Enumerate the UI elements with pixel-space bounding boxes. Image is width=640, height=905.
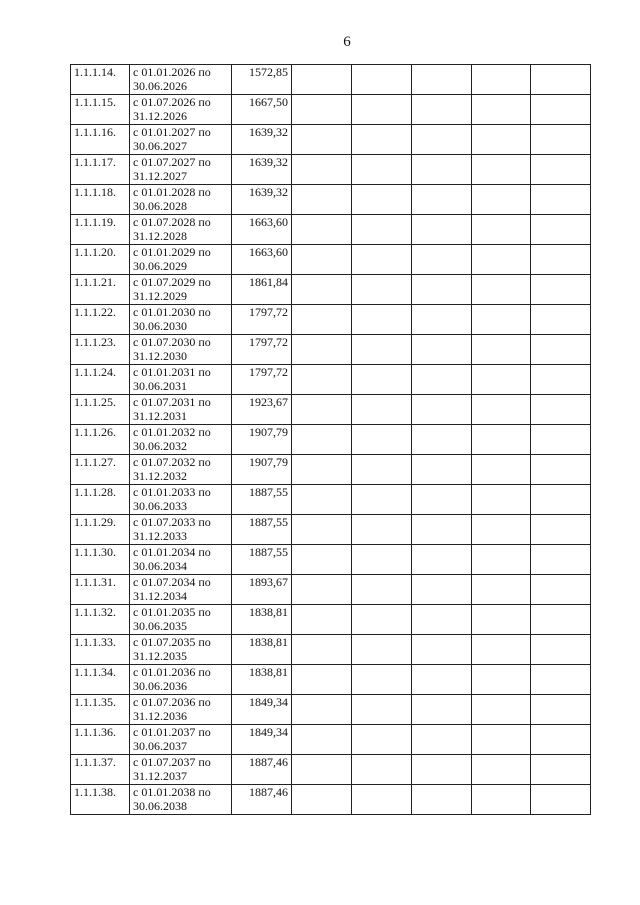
- empty-cell: [472, 695, 531, 725]
- empty-cell: [352, 485, 412, 515]
- period-cell: с 01.07.2029 по 31.12.2029: [130, 275, 232, 305]
- table-row: [71, 365, 591, 395]
- empty-cell: [352, 275, 412, 305]
- empty-cell: [472, 635, 531, 665]
- empty-cell: [531, 485, 591, 515]
- empty-cell: [352, 335, 412, 365]
- empty-cell: [531, 755, 591, 785]
- empty-cell: [352, 95, 412, 125]
- table-row: [71, 695, 591, 725]
- table-row: [71, 665, 591, 695]
- empty-cell: [412, 395, 472, 425]
- empty-cell: [412, 275, 472, 305]
- empty-cell: [412, 335, 472, 365]
- row-number-cell: 1.1.1.22.: [71, 305, 130, 335]
- period-cell: с 01.07.2030 по 31.12.2030: [130, 335, 232, 365]
- empty-cell: [352, 515, 412, 545]
- table-row: [71, 725, 591, 755]
- period-cell: с 01.01.2034 по 30.06.2034: [130, 545, 232, 575]
- empty-cell: [412, 155, 472, 185]
- row-number-cell: 1.1.1.30.: [71, 545, 130, 575]
- period-cell: с 01.07.2032 по 31.12.2032: [130, 455, 232, 485]
- period-cell: с 01.01.2026 по 30.06.2026: [130, 65, 232, 95]
- empty-cell: [292, 245, 352, 275]
- row-number-cell: 1.1.1.35.: [71, 695, 130, 725]
- empty-cell: [352, 425, 412, 455]
- empty-cell: [412, 575, 472, 605]
- empty-cell: [352, 215, 412, 245]
- table-row: [71, 305, 591, 335]
- empty-cell: [531, 395, 591, 425]
- empty-cell: [472, 365, 531, 395]
- table-row: [71, 125, 591, 155]
- empty-cell: [531, 215, 591, 245]
- empty-cell: [472, 65, 531, 95]
- period-cell: с 01.07.2037 по 31.12.2037: [130, 755, 232, 785]
- empty-cell: [472, 185, 531, 215]
- table-row: [71, 155, 591, 185]
- empty-cell: [531, 305, 591, 335]
- empty-cell: [352, 125, 412, 155]
- empty-cell: [292, 305, 352, 335]
- period-cell: с 01.07.2027 по 31.12.2027: [130, 155, 232, 185]
- period-cell: с 01.01.2029 по 30.06.2029: [130, 245, 232, 275]
- empty-cell: [292, 185, 352, 215]
- empty-cell: [292, 335, 352, 365]
- row-number-cell: 1.1.1.16.: [71, 125, 130, 155]
- table-row: [71, 605, 591, 635]
- row-number-cell: 1.1.1.32.: [71, 605, 130, 635]
- empty-cell: [472, 515, 531, 545]
- empty-cell: [352, 455, 412, 485]
- period-cell: с 01.07.2026 по 31.12.2026: [130, 95, 232, 125]
- row-number-cell: 1.1.1.24.: [71, 365, 130, 395]
- empty-cell: [292, 545, 352, 575]
- empty-cell: [292, 65, 352, 95]
- period-cell: с 01.01.2030 по 30.06.2030: [130, 305, 232, 335]
- empty-cell: [412, 665, 472, 695]
- empty-cell: [472, 305, 531, 335]
- table-row: [71, 425, 591, 455]
- empty-cell: [472, 125, 531, 155]
- empty-cell: [531, 455, 591, 485]
- empty-cell: [472, 455, 531, 485]
- empty-cell: [472, 335, 531, 365]
- row-number-cell: 1.1.1.19.: [71, 215, 130, 245]
- empty-cell: [472, 575, 531, 605]
- empty-cell: [531, 125, 591, 155]
- value-cell: 1797,72: [232, 305, 292, 335]
- row-number-cell: 1.1.1.36.: [71, 725, 130, 755]
- period-cell: с 01.07.2033 по 31.12.2033: [130, 515, 232, 545]
- empty-cell: [292, 455, 352, 485]
- empty-cell: [292, 695, 352, 725]
- empty-cell: [352, 695, 412, 725]
- empty-cell: [292, 395, 352, 425]
- table-row: [71, 335, 591, 365]
- empty-cell: [472, 545, 531, 575]
- empty-cell: [292, 575, 352, 605]
- empty-cell: [472, 665, 531, 695]
- empty-cell: [292, 755, 352, 785]
- empty-cell: [412, 605, 472, 635]
- empty-cell: [472, 275, 531, 305]
- empty-cell: [352, 575, 412, 605]
- value-cell: 1887,55: [232, 485, 292, 515]
- empty-cell: [472, 605, 531, 635]
- empty-cell: [412, 545, 472, 575]
- row-number-cell: 1.1.1.23.: [71, 335, 130, 365]
- period-cell: с 01.07.2036 по 31.12.2036: [130, 695, 232, 725]
- row-number-cell: 1.1.1.33.: [71, 635, 130, 665]
- table-row: [71, 485, 591, 515]
- table-row: [71, 95, 591, 125]
- period-cell: с 01.01.2028 по 30.06.2028: [130, 185, 232, 215]
- period-cell: с 01.07.2034 по 31.12.2034: [130, 575, 232, 605]
- table-row: [71, 785, 591, 815]
- empty-cell: [531, 95, 591, 125]
- tariff-table: [70, 64, 591, 815]
- empty-cell: [292, 425, 352, 455]
- table-row: [71, 545, 591, 575]
- row-number-cell: 1.1.1.31.: [71, 575, 130, 605]
- table-row: [71, 575, 591, 605]
- value-cell: 1887,55: [232, 545, 292, 575]
- table-row: [71, 185, 591, 215]
- empty-cell: [531, 665, 591, 695]
- empty-cell: [412, 95, 472, 125]
- empty-cell: [352, 665, 412, 695]
- empty-cell: [292, 275, 352, 305]
- empty-cell: [412, 185, 472, 215]
- period-cell: с 01.01.2037 по 30.06.2037: [130, 725, 232, 755]
- empty-cell: [412, 755, 472, 785]
- empty-cell: [531, 425, 591, 455]
- value-cell: 1887,55: [232, 515, 292, 545]
- empty-cell: [472, 785, 531, 815]
- row-number-cell: 1.1.1.37.: [71, 755, 130, 785]
- value-cell: 1838,81: [232, 665, 292, 695]
- empty-cell: [531, 245, 591, 275]
- empty-cell: [412, 125, 472, 155]
- value-cell: 1639,32: [232, 155, 292, 185]
- value-cell: 1907,79: [232, 455, 292, 485]
- value-cell: 1639,32: [232, 125, 292, 155]
- empty-cell: [352, 185, 412, 215]
- period-cell: с 01.01.2027 по 30.06.2027: [130, 125, 232, 155]
- period-cell: с 01.07.2031 по 31.12.2031: [130, 395, 232, 425]
- period-cell: с 01.01.2035 по 30.06.2035: [130, 605, 232, 635]
- value-cell: 1849,34: [232, 695, 292, 725]
- empty-cell: [352, 755, 412, 785]
- empty-cell: [412, 725, 472, 755]
- empty-cell: [292, 635, 352, 665]
- empty-cell: [412, 425, 472, 455]
- empty-cell: [292, 605, 352, 635]
- value-cell: 1663,60: [232, 245, 292, 275]
- empty-cell: [531, 635, 591, 665]
- table-row: [71, 515, 591, 545]
- empty-cell: [531, 575, 591, 605]
- empty-cell: [292, 725, 352, 755]
- table-row: [71, 215, 591, 245]
- value-cell: 1861,84: [232, 275, 292, 305]
- value-cell: 1797,72: [232, 335, 292, 365]
- empty-cell: [531, 335, 591, 365]
- value-cell: 1887,46: [232, 755, 292, 785]
- value-cell: 1797,72: [232, 365, 292, 395]
- empty-cell: [412, 515, 472, 545]
- table-row: [71, 755, 591, 785]
- table-row: [71, 275, 591, 305]
- row-number-cell: 1.1.1.18.: [71, 185, 130, 215]
- row-number-cell: 1.1.1.26.: [71, 425, 130, 455]
- empty-cell: [531, 725, 591, 755]
- row-number-cell: 1.1.1.27.: [71, 455, 130, 485]
- empty-cell: [292, 785, 352, 815]
- value-cell: 1907,79: [232, 425, 292, 455]
- empty-cell: [531, 365, 591, 395]
- empty-cell: [352, 545, 412, 575]
- value-cell: 1667,50: [232, 95, 292, 125]
- empty-cell: [472, 485, 531, 515]
- period-cell: с 01.01.2032 по 30.06.2032: [130, 425, 232, 455]
- page-number: 6: [343, 34, 351, 50]
- empty-cell: [352, 725, 412, 755]
- empty-cell: [292, 365, 352, 395]
- empty-cell: [292, 515, 352, 545]
- period-cell: с 01.01.2033 по 30.06.2033: [130, 485, 232, 515]
- empty-cell: [472, 425, 531, 455]
- empty-cell: [531, 155, 591, 185]
- empty-cell: [472, 725, 531, 755]
- period-cell: с 01.07.2028 по 31.12.2028: [130, 215, 232, 245]
- table-row: [71, 245, 591, 275]
- empty-cell: [352, 245, 412, 275]
- empty-cell: [352, 155, 412, 185]
- empty-cell: [472, 215, 531, 245]
- period-cell: с 01.01.2038 по 30.06.2038: [130, 785, 232, 815]
- empty-cell: [472, 395, 531, 425]
- empty-cell: [292, 665, 352, 695]
- value-cell: 1849,34: [232, 725, 292, 755]
- row-number-cell: 1.1.1.14.: [71, 65, 130, 95]
- empty-cell: [352, 785, 412, 815]
- row-number-cell: 1.1.1.15.: [71, 95, 130, 125]
- empty-cell: [292, 155, 352, 185]
- empty-cell: [292, 485, 352, 515]
- empty-cell: [412, 695, 472, 725]
- row-number-cell: 1.1.1.25.: [71, 395, 130, 425]
- row-number-cell: 1.1.1.17.: [71, 155, 130, 185]
- period-cell: с 01.07.2035 по 31.12.2035: [130, 635, 232, 665]
- table-row: [71, 455, 591, 485]
- empty-cell: [412, 785, 472, 815]
- table-row: [71, 65, 591, 95]
- value-cell: 1838,81: [232, 605, 292, 635]
- table-row: [71, 395, 591, 425]
- row-number-cell: 1.1.1.21.: [71, 275, 130, 305]
- empty-cell: [531, 695, 591, 725]
- period-cell: с 01.01.2031 по 30.06.2031: [130, 365, 232, 395]
- empty-cell: [412, 305, 472, 335]
- empty-cell: [352, 65, 412, 95]
- empty-cell: [292, 95, 352, 125]
- period-cell: с 01.01.2036 по 30.06.2036: [130, 665, 232, 695]
- empty-cell: [531, 275, 591, 305]
- empty-cell: [412, 455, 472, 485]
- row-number-cell: 1.1.1.29.: [71, 515, 130, 545]
- empty-cell: [531, 65, 591, 95]
- empty-cell: [352, 635, 412, 665]
- row-number-cell: 1.1.1.28.: [71, 485, 130, 515]
- value-cell: 1663,60: [232, 215, 292, 245]
- empty-cell: [531, 185, 591, 215]
- value-cell: 1639,32: [232, 185, 292, 215]
- empty-cell: [292, 125, 352, 155]
- empty-cell: [472, 245, 531, 275]
- empty-cell: [412, 245, 472, 275]
- value-cell: 1923,67: [232, 395, 292, 425]
- empty-cell: [292, 215, 352, 245]
- empty-cell: [352, 365, 412, 395]
- empty-cell: [412, 635, 472, 665]
- empty-cell: [412, 485, 472, 515]
- empty-cell: [352, 305, 412, 335]
- empty-cell: [531, 785, 591, 815]
- empty-cell: [352, 605, 412, 635]
- empty-cell: [472, 95, 531, 125]
- empty-cell: [531, 605, 591, 635]
- empty-cell: [412, 365, 472, 395]
- value-cell: 1887,46: [232, 785, 292, 815]
- empty-cell: [531, 545, 591, 575]
- value-cell: 1838,81: [232, 635, 292, 665]
- empty-cell: [531, 515, 591, 545]
- empty-cell: [352, 395, 412, 425]
- row-number-cell: 1.1.1.38.: [71, 785, 130, 815]
- value-cell: 1572,85: [232, 65, 292, 95]
- empty-cell: [472, 755, 531, 785]
- value-cell: 1893,67: [232, 575, 292, 605]
- table-body: [71, 65, 591, 815]
- empty-cell: [412, 215, 472, 245]
- row-number-cell: 1.1.1.20.: [71, 245, 130, 275]
- empty-cell: [412, 65, 472, 95]
- empty-cell: [472, 155, 531, 185]
- row-number-cell: 1.1.1.34.: [71, 665, 130, 695]
- table-row: [71, 635, 591, 665]
